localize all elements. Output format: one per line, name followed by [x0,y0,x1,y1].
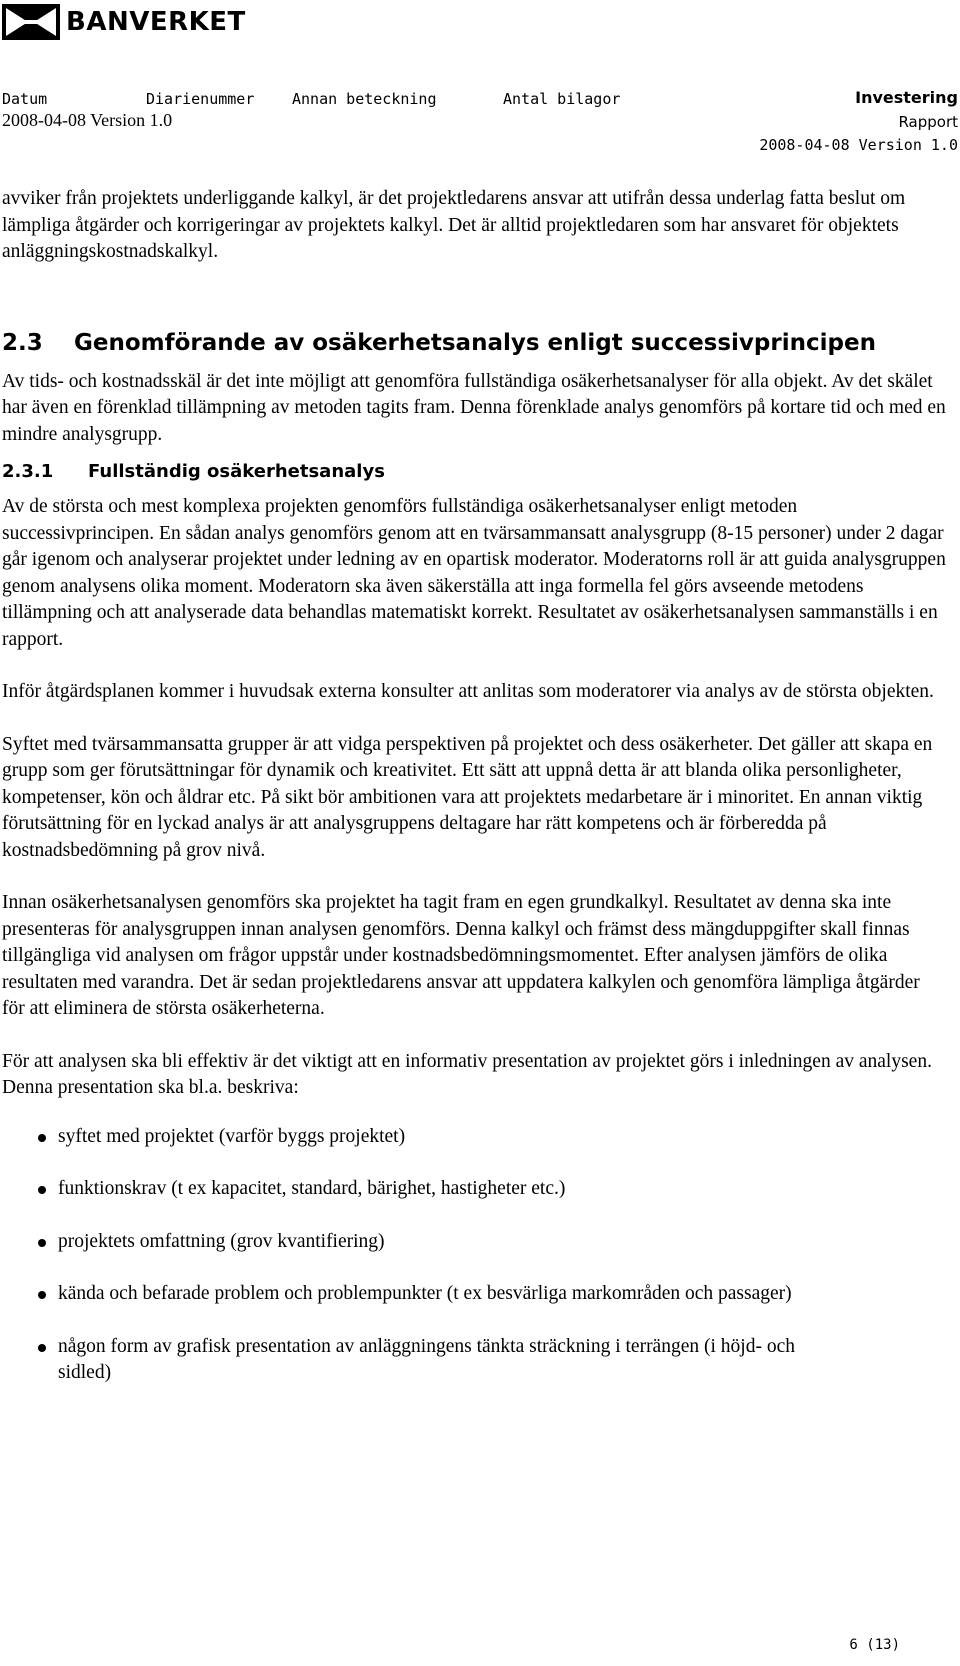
section-title: Genomförande av osäkerhetsanalys enligt successivprincipen [74,329,876,356]
list-item-text: kända och befarade problem och problempunkter (t ex besvärliga markområden och passager) [58,1283,792,1304]
paragraph-5: För att analysen ska bli effektiv är det viktigt att en informativ presentation av projektet görs i inledningen av analysen. Denna presentation ska bl.a. beskriva: [2,1050,932,1098]
paragraph-4: Innan osäkerhetsanalysen genomförs ska projektet ha tagit fram en egen grundkalkyl. Resultatet av denna ska inte presenteras för analysgruppen innan analysen genomförs. Denna kalkyl och främst dess mängduppgifter skall finnas tillgängliga vid analysen om frågor uppstår under kostnadsbedömningsmomentet. Efter analysen jämförs de olika resultaten med varandra. Det är sedan projektledarens ansvar att uppdatera kalkylen och genomföra lämpliga åtgärder för att eliminera de största osäkerheterna. [2,892,920,1019]
paragraph-3: Syftet med tvärsammansatta grupper är att vidga perspektiven på projektet och dess osäkerheter. Det gäller att skapa en grupp som ger förutsättningar för dynamik och kreativitet. Ett sätt att uppnå detta är att blanda olika personligheter, kompetenser, kön och åldrar etc. På sikt bör ambitionen vara att projektets medarbetare är i minoritet. En annan viktig förutsättning för en lyckad analys är att analysgruppens deltagare har rätt kompetens och är förberedda på kostnadsbedömning på grov nivå. [2,733,933,861]
list-item-text: syftet med projektet (varför byggs projektet) [58,1125,406,1147]
list-item [2,1176,947,1203]
bullet-icon [38,1134,46,1142]
bullet-icon [38,1291,46,1299]
list-item [2,1281,947,1308]
bullet-icon [38,1239,46,1247]
paragraph-1: Av de största och mest komplexa projekten genomförs fullständiga osäkerhetsanalyser enligt metoden successivprincipen. En sådan analys genomförs genom att en tvärsammansatt analysgrupp (8-15 personer) under 2 dagar går igenom och analyserar projektet under ledning av en opartisk moderator. Moderatorns roll är att guida analysgruppen genom analysens olika moment. Moderatorn ska även säkerställa att inga formella fel görs avseende metodens tillämpning och att analyserade data behandlas matematiskt korrekt. Resultatet av osäkerhetsanalysen sammanställs i en rapport. [2,496,946,650]
intro-paragraph: avviker från projektets underliggande kalkyl, är det projektledarens ansvar att utifrån dessa underlag fatta beslut om lämpliga åtgärder och korrigeringar av projektets kalkyl. Det är alltid projektledaren som har ansvaret för objektets anläggningskostnadskalkyl. [2,188,906,262]
header-label-datum: Datum [2,90,48,108]
list-item-text: funktionskrav (t ex kapacitet, standard, bärighet, hastigheter etc.) [58,1178,566,1199]
header-label-annan-beteckning: Annan beteckning [292,90,437,108]
section-number: 2.3 [2,329,43,356]
bullet-icon [38,1186,46,1194]
list-item [2,1334,947,1387]
document-version: 2008-04-08 Version 1.0 [759,136,958,154]
banverket-emblem-icon [2,4,60,40]
page-number: 6 (13) [849,1637,900,1653]
header-date-version: 2008-04-08 Version 1.0 [2,110,173,130]
header-label-antal-bilagor: Antal bilagor [503,90,621,108]
document-body [2,186,947,1413]
document-type: Rapport [898,113,958,131]
paragraph-2: Inför åtgärdsplanen kommer i huvudsak externa konsulter att anlitas som moderatorer via analys av de största objekten. [2,681,934,702]
section-heading [2,328,947,359]
header-label-diarienummer: Diarienummer [146,90,255,108]
list-item [2,1124,947,1151]
list-item-text: projektets omfattning (grov kvantifiering) [58,1230,385,1252]
bullet-icon [38,1344,46,1352]
list-item-text: någon form av grafisk presentation av anläggningens tänkta sträckning i terrängen (i höjd- och sidled) [58,1335,795,1383]
subsection-heading [2,460,947,484]
document-title: Investering [855,88,958,107]
subsection-title: Fullständig osäkerhetsanalys [88,461,385,482]
banverket-logo [2,2,246,42]
logo-text: BANVERKET [66,7,246,37]
section-paragraph: Av tids- och kostnadsskäl är det inte möjligt att genomföra fullständiga osäkerhetsanalyser för alla objekt. Av det skälet har även en förenklad tillämpning av metoden tagits fram. Denna förenklade analys genomförs på kortare tid och med en mindre analysgrupp. [2,370,946,445]
subsection-number: 2.3.1 [2,461,54,482]
list-item [2,1229,947,1256]
bullet-list [2,1124,947,1387]
